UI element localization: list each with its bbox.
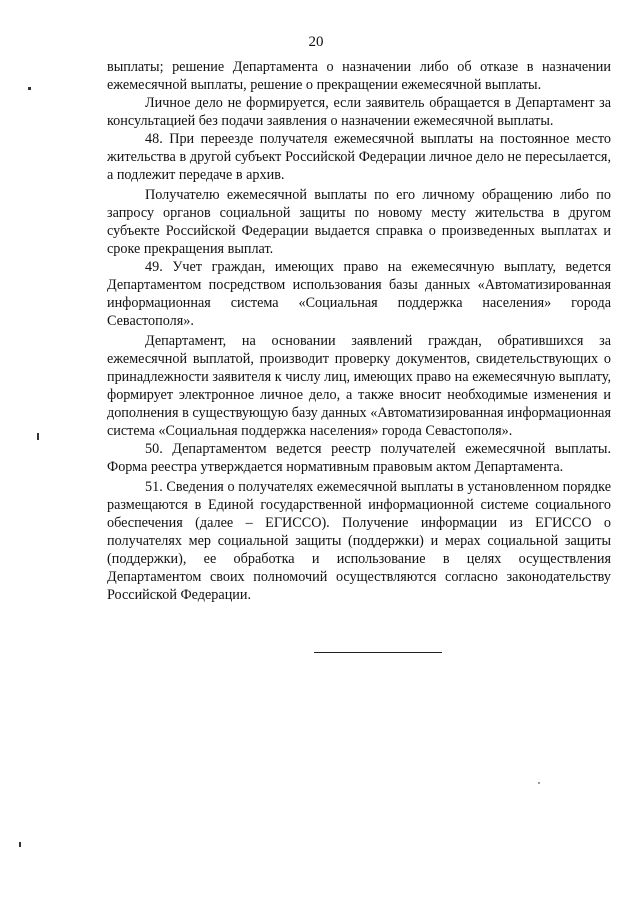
paragraph-item-48-certificate: Получателю ежемесячной выплаты по его личному обращению либо по запросу органов социальной защиты по новому месту жительства в другом субъекте Российской Федерации выдается справка о произведенных выплатах и сроке прекращения выплат. <box>107 187 611 257</box>
paragraph-continuation: выплаты; решение Департамента о назначении либо об отказе в назначении ежемесячной выплаты, решение о прекращении ежемесячной выплаты. <box>107 59 611 93</box>
scan-speck <box>19 842 21 847</box>
scan-speck <box>37 433 39 440</box>
paragraph-item-48: 48. При переезде получателя ежемесячной выплаты на постоянное место жительства в другой субъект Российской Федерации личное дело не пересылается, а подлежит передаче в архив. <box>107 131 611 183</box>
page-number: 20 <box>308 34 324 50</box>
paragraph-item-49: 49. Учет граждан, имеющих право на ежемесячную выплату, ведется Департаментом посредством использования базы данных «Автоматизированная информационная система «Социальная поддержка населения» города Севастополя». <box>107 259 611 329</box>
document-body <box>107 58 611 604</box>
scan-speck <box>538 782 540 784</box>
scan-speck <box>28 87 31 90</box>
paragraph-personal-file: Личное дело не формируется, если заявитель обращается в Департамент за консультацией без подачи заявления о назначении ежемесячной выплаты. <box>107 95 611 129</box>
paragraph-item-50: 50. Департаментом ведется реестр получателей ежемесячной выплаты. Форма реестра утверждается нормативным правовым актом Департамента. <box>107 441 611 475</box>
paragraph-item-49-department: Департамент, на основании заявлений граждан, обратившихся за ежемесячной выплатой, производит проверку документов, свидетельствующих о принадлежности заявителя к числу лиц, имеющих право на ежемесячную выплату, формирует электронное личное дело, а также вносит необходимые изменения и дополнения в существующую базу данных «Автоматизированная информационная система «Социальная поддержка населения» города Севастополя». <box>107 333 611 439</box>
paragraph-item-51: 51. Сведения о получателях ежемесячной выплаты в установленном порядке размещаются в Единой государственной информационной системе социального обеспечения (далее – ЕГИССО). Получение информации из ЕГИССО о получателях мер социальной защиты (поддержки) и мерах социальной защиты (поддержки), ее обработка и использование в целях осуществления Департаментом своих полномочий осуществляются согласно законодательству Российской Федерации. <box>107 479 611 603</box>
end-of-text-rule <box>314 652 442 653</box>
